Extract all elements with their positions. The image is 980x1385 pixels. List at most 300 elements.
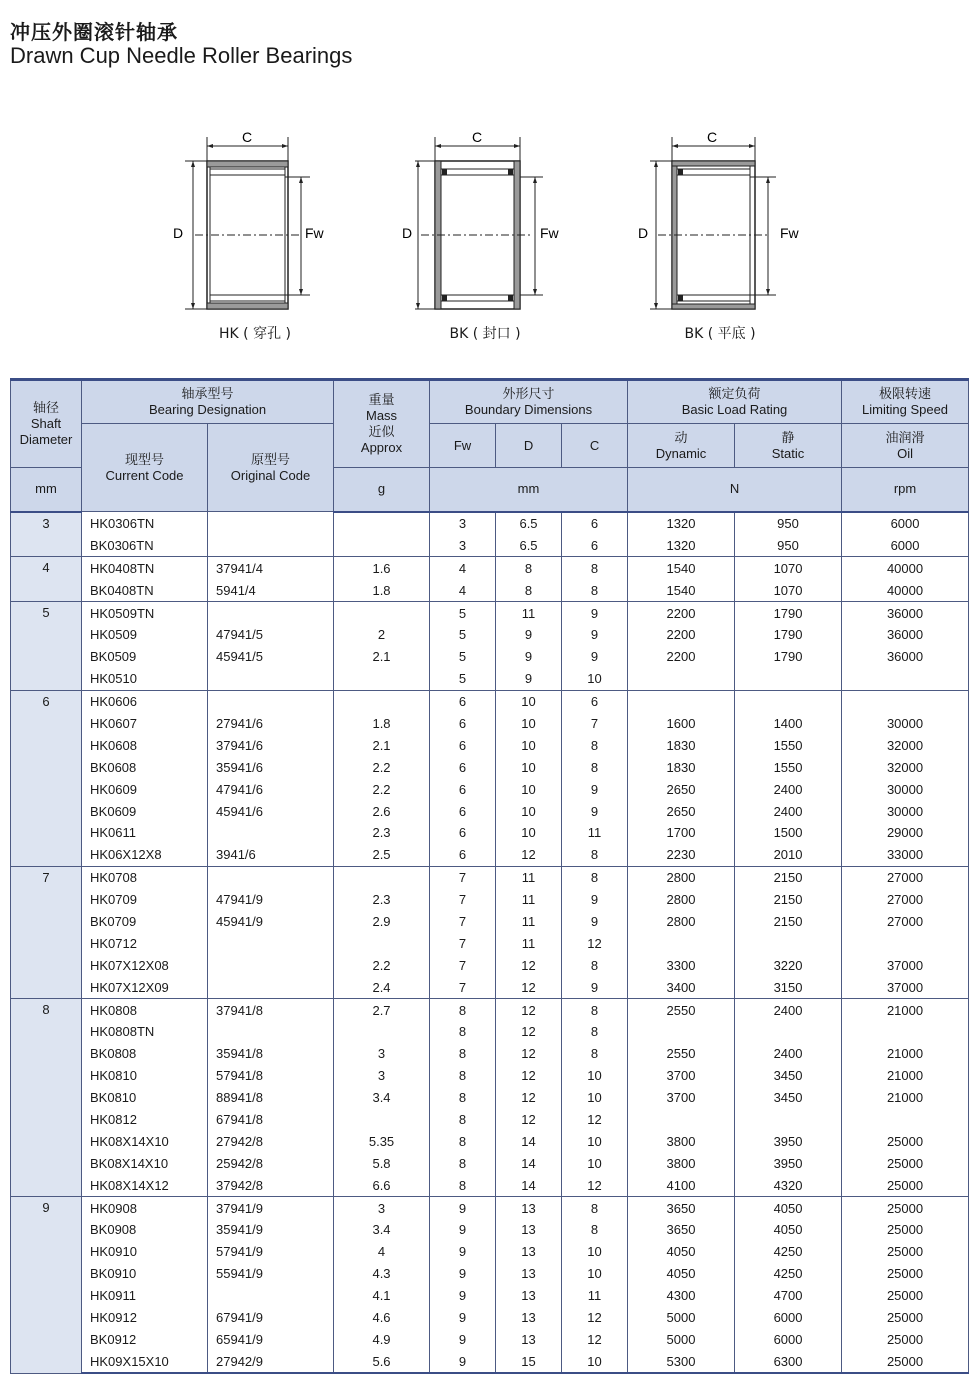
limiting-speed-cell: 25000 bbox=[842, 1152, 969, 1174]
d-cell: 13 bbox=[496, 1328, 562, 1350]
header-c: C bbox=[562, 424, 628, 468]
dim-fw-label: Fw bbox=[780, 225, 799, 241]
current-code-cell: BK0910 bbox=[82, 1263, 208, 1285]
dynamic-load-cell: 2550 bbox=[628, 1043, 735, 1065]
c-cell: 10 bbox=[562, 1087, 628, 1109]
fw-cell: 8 bbox=[430, 1043, 496, 1065]
static-load-cell: 2400 bbox=[735, 999, 842, 1021]
limiting-speed-cell: 27000 bbox=[842, 911, 969, 933]
d-cell: 10 bbox=[496, 822, 562, 844]
original-code-cell: 27942/8 bbox=[208, 1130, 334, 1152]
table-row bbox=[11, 1130, 969, 1152]
current-code-cell: BK0408TN bbox=[82, 579, 208, 601]
dynamic-load-cell: 1700 bbox=[628, 822, 735, 844]
shaft-diameter-cell: 6 bbox=[11, 690, 82, 866]
header-boundary-dimensions: 外形尺寸 Boundary Dimensions bbox=[430, 380, 628, 424]
mass-cell bbox=[334, 866, 430, 888]
limiting-speed-cell: 21000 bbox=[842, 1065, 969, 1087]
d-cell: 12 bbox=[496, 1109, 562, 1131]
c-cell: 9 bbox=[562, 889, 628, 911]
dim-c-label: C bbox=[241, 129, 253, 145]
fw-cell: 4 bbox=[430, 579, 496, 601]
dynamic-load-cell: 4050 bbox=[628, 1241, 735, 1263]
static-load-cell bbox=[735, 932, 842, 954]
d-cell: 12 bbox=[496, 844, 562, 866]
dynamic-load-cell: 1320 bbox=[628, 534, 735, 556]
dynamic-load-cell: 3800 bbox=[628, 1130, 735, 1152]
mass-cell: 3 bbox=[334, 1197, 430, 1219]
d-cell: 11 bbox=[496, 889, 562, 911]
fw-cell: 8 bbox=[430, 1174, 496, 1196]
fw-cell: 8 bbox=[430, 1021, 496, 1043]
c-cell: 6 bbox=[562, 534, 628, 556]
static-load-cell: 4250 bbox=[735, 1241, 842, 1263]
original-code-cell bbox=[208, 512, 334, 535]
static-load-cell: 2150 bbox=[735, 889, 842, 911]
c-cell: 8 bbox=[562, 1021, 628, 1043]
original-code-cell bbox=[208, 690, 334, 712]
shaft-diameter-cell: 4 bbox=[11, 557, 82, 602]
header-fw: Fw bbox=[430, 424, 496, 468]
c-cell: 12 bbox=[562, 932, 628, 954]
fw-cell: 9 bbox=[430, 1263, 496, 1285]
d-cell: 13 bbox=[496, 1307, 562, 1329]
limiting-speed-cell: 27000 bbox=[842, 889, 969, 911]
c-cell: 8 bbox=[562, 1043, 628, 1065]
d-cell: 15 bbox=[496, 1350, 562, 1373]
original-code-cell bbox=[208, 1285, 334, 1307]
mass-cell bbox=[334, 534, 430, 556]
dynamic-load-cell: 2200 bbox=[628, 602, 735, 624]
figure-caption: HK ( 穿孔 ) bbox=[219, 326, 291, 342]
dynamic-load-cell: 2230 bbox=[628, 844, 735, 866]
d-cell: 12 bbox=[496, 1087, 562, 1109]
dim-fw-label: Fw bbox=[540, 225, 559, 241]
fw-cell: 7 bbox=[430, 954, 496, 976]
unit-mm-dimensions: mm bbox=[430, 468, 628, 512]
table-row bbox=[11, 713, 969, 735]
limiting-speed-cell: 40000 bbox=[842, 579, 969, 601]
original-code-cell: 25942/8 bbox=[208, 1152, 334, 1174]
table-row bbox=[11, 534, 969, 556]
fw-cell: 9 bbox=[430, 1350, 496, 1373]
fw-cell: 3 bbox=[430, 512, 496, 535]
c-cell: 10 bbox=[562, 668, 628, 690]
mass-cell: 5.35 bbox=[334, 1130, 430, 1152]
d-cell: 12 bbox=[496, 1043, 562, 1065]
table-row bbox=[11, 911, 969, 933]
table-row bbox=[11, 624, 969, 646]
table-row bbox=[11, 1241, 969, 1263]
limiting-speed-cell: 33000 bbox=[842, 844, 969, 866]
mass-cell: 2.4 bbox=[334, 976, 430, 998]
original-code-cell: 35941/6 bbox=[208, 756, 334, 778]
mass-cell: 4.1 bbox=[334, 1285, 430, 1307]
fw-cell: 5 bbox=[430, 668, 496, 690]
static-load-cell: 1790 bbox=[735, 624, 842, 646]
static-load-cell: 6000 bbox=[735, 1328, 842, 1350]
dim-d-label: D bbox=[638, 225, 649, 241]
table-row bbox=[11, 1307, 969, 1329]
c-cell: 8 bbox=[562, 954, 628, 976]
original-code-cell: 88941/8 bbox=[208, 1087, 334, 1109]
original-code-cell bbox=[208, 534, 334, 556]
static-load-cell: 950 bbox=[735, 534, 842, 556]
d-cell: 14 bbox=[496, 1152, 562, 1174]
static-load-cell bbox=[735, 690, 842, 712]
original-code-cell bbox=[208, 668, 334, 690]
mass-cell: 2.7 bbox=[334, 999, 430, 1021]
static-load-cell: 3220 bbox=[735, 954, 842, 976]
c-cell: 8 bbox=[562, 734, 628, 756]
static-load-cell bbox=[735, 1021, 842, 1043]
static-load-cell: 2400 bbox=[735, 778, 842, 800]
c-cell: 11 bbox=[562, 822, 628, 844]
d-cell: 13 bbox=[496, 1285, 562, 1307]
fw-cell: 5 bbox=[430, 602, 496, 624]
current-code-cell: HK0708 bbox=[82, 866, 208, 888]
unit-n: N bbox=[628, 468, 842, 512]
mass-cell: 4 bbox=[334, 1241, 430, 1263]
static-load-cell: 950 bbox=[735, 512, 842, 535]
static-load-cell: 6300 bbox=[735, 1350, 842, 1373]
unit-rpm: rpm bbox=[842, 468, 969, 512]
mass-cell: 2.3 bbox=[334, 822, 430, 844]
fw-cell: 9 bbox=[430, 1307, 496, 1329]
dynamic-load-cell bbox=[628, 932, 735, 954]
mass-cell bbox=[334, 1109, 430, 1131]
header-original-code: 原型号 Original Code bbox=[208, 424, 334, 512]
table-row bbox=[11, 1219, 969, 1241]
static-load-cell: 2400 bbox=[735, 800, 842, 822]
header-shaft-diameter: 轴径 Shaft Diameter bbox=[11, 380, 82, 468]
dynamic-load-cell: 2200 bbox=[628, 624, 735, 646]
current-code-cell: HK0408TN bbox=[82, 557, 208, 579]
mass-cell bbox=[334, 690, 430, 712]
limiting-speed-cell: 25000 bbox=[842, 1241, 969, 1263]
dynamic-load-cell: 5000 bbox=[628, 1328, 735, 1350]
original-code-cell: 67941/9 bbox=[208, 1307, 334, 1329]
c-cell: 6 bbox=[562, 512, 628, 535]
static-load-cell: 3450 bbox=[735, 1065, 842, 1087]
c-cell: 7 bbox=[562, 713, 628, 735]
static-load-cell: 1790 bbox=[735, 646, 842, 668]
current-code-cell: HK0611 bbox=[82, 822, 208, 844]
original-code-cell: 55941/9 bbox=[208, 1263, 334, 1285]
mass-cell: 3 bbox=[334, 1043, 430, 1065]
d-cell: 9 bbox=[496, 624, 562, 646]
mass-cell: 2 bbox=[334, 624, 430, 646]
header-current-code: 现型号 Current Code bbox=[82, 424, 208, 512]
limiting-speed-cell: 30000 bbox=[842, 713, 969, 735]
table-row bbox=[11, 1285, 969, 1307]
static-load-cell: 1550 bbox=[735, 734, 842, 756]
fw-cell: 8 bbox=[430, 1065, 496, 1087]
table-row bbox=[11, 976, 969, 998]
c-cell: 8 bbox=[562, 756, 628, 778]
unit-g: g bbox=[334, 468, 430, 512]
c-cell: 8 bbox=[562, 844, 628, 866]
limiting-speed-cell: 21000 bbox=[842, 1087, 969, 1109]
limiting-speed-cell: 36000 bbox=[842, 624, 969, 646]
table-row bbox=[11, 668, 969, 690]
dynamic-load-cell: 3650 bbox=[628, 1219, 735, 1241]
shaft-diameter-cell: 3 bbox=[11, 512, 82, 557]
current-code-cell: BK0608 bbox=[82, 756, 208, 778]
current-code-cell: HK0509 bbox=[82, 624, 208, 646]
dynamic-load-cell: 3650 bbox=[628, 1197, 735, 1219]
c-cell: 10 bbox=[562, 1065, 628, 1087]
dynamic-load-cell: 1540 bbox=[628, 557, 735, 579]
original-code-cell: 47941/9 bbox=[208, 889, 334, 911]
dynamic-load-cell: 3300 bbox=[628, 954, 735, 976]
table-row bbox=[11, 602, 969, 624]
original-code-cell bbox=[208, 954, 334, 976]
current-code-cell: BK0509 bbox=[82, 646, 208, 668]
limiting-speed-cell: 32000 bbox=[842, 756, 969, 778]
dynamic-load-cell bbox=[628, 1109, 735, 1131]
original-code-cell bbox=[208, 932, 334, 954]
limiting-speed-cell bbox=[842, 1109, 969, 1131]
fw-cell: 9 bbox=[430, 1241, 496, 1263]
table-row bbox=[11, 1174, 969, 1196]
fw-cell: 6 bbox=[430, 713, 496, 735]
d-cell: 13 bbox=[496, 1219, 562, 1241]
d-cell: 9 bbox=[496, 668, 562, 690]
fw-cell: 3 bbox=[430, 534, 496, 556]
original-code-cell bbox=[208, 866, 334, 888]
mass-cell: 2.9 bbox=[334, 911, 430, 933]
current-code-cell: HK08X14X10 bbox=[82, 1130, 208, 1152]
dim-c-label: C bbox=[471, 129, 483, 145]
header-limiting-speed: 极限转速 Limiting Speed bbox=[842, 380, 969, 424]
d-cell: 10 bbox=[496, 778, 562, 800]
c-cell: 9 bbox=[562, 976, 628, 998]
fw-cell: 9 bbox=[430, 1197, 496, 1219]
mass-cell: 2.1 bbox=[334, 734, 430, 756]
limiting-speed-cell: 37000 bbox=[842, 954, 969, 976]
limiting-speed-cell: 25000 bbox=[842, 1350, 969, 1373]
dynamic-load-cell bbox=[628, 1021, 735, 1043]
original-code-cell: 35941/9 bbox=[208, 1219, 334, 1241]
fw-cell: 6 bbox=[430, 778, 496, 800]
table-row bbox=[11, 756, 969, 778]
limiting-speed-cell bbox=[842, 1021, 969, 1043]
original-code-cell bbox=[208, 1021, 334, 1043]
current-code-cell: HK0608 bbox=[82, 734, 208, 756]
table-row bbox=[11, 1152, 969, 1174]
fw-cell: 7 bbox=[430, 889, 496, 911]
current-code-cell: HK0606 bbox=[82, 690, 208, 712]
limiting-speed-cell: 21000 bbox=[842, 1043, 969, 1065]
d-cell: 11 bbox=[496, 932, 562, 954]
c-cell: 8 bbox=[562, 579, 628, 601]
fw-cell: 7 bbox=[430, 932, 496, 954]
dynamic-load-cell: 1830 bbox=[628, 756, 735, 778]
table-row bbox=[11, 999, 969, 1021]
table-row bbox=[11, 1065, 969, 1087]
static-load-cell: 2010 bbox=[735, 844, 842, 866]
figure-caption: BK ( 封口 ) bbox=[449, 326, 521, 342]
shaft-diameter-cell: 9 bbox=[11, 1197, 82, 1374]
fw-cell: 5 bbox=[430, 624, 496, 646]
static-load-cell: 2150 bbox=[735, 866, 842, 888]
current-code-cell: BK0908 bbox=[82, 1219, 208, 1241]
limiting-speed-cell: 25000 bbox=[842, 1285, 969, 1307]
dynamic-load-cell: 5300 bbox=[628, 1350, 735, 1373]
figure-hk-open bbox=[155, 125, 355, 345]
mass-cell: 2.1 bbox=[334, 646, 430, 668]
original-code-cell: 37941/9 bbox=[208, 1197, 334, 1219]
mass-cell: 1.8 bbox=[334, 713, 430, 735]
static-load-cell: 6000 bbox=[735, 1307, 842, 1329]
d-cell: 13 bbox=[496, 1263, 562, 1285]
c-cell: 9 bbox=[562, 911, 628, 933]
current-code-cell: BK0808 bbox=[82, 1043, 208, 1065]
limiting-speed-cell: 32000 bbox=[842, 734, 969, 756]
c-cell: 12 bbox=[562, 1174, 628, 1196]
static-load-cell: 1550 bbox=[735, 756, 842, 778]
table-row bbox=[11, 579, 969, 601]
c-cell: 10 bbox=[562, 1152, 628, 1174]
d-cell: 14 bbox=[496, 1130, 562, 1152]
mass-cell: 3 bbox=[334, 1065, 430, 1087]
mass-cell: 5.8 bbox=[334, 1152, 430, 1174]
mass-cell: 4.3 bbox=[334, 1263, 430, 1285]
current-code-cell: BK0709 bbox=[82, 911, 208, 933]
d-cell: 11 bbox=[496, 911, 562, 933]
current-code-cell: HK0912 bbox=[82, 1307, 208, 1329]
dynamic-load-cell: 2650 bbox=[628, 800, 735, 822]
limiting-speed-cell: 21000 bbox=[842, 999, 969, 1021]
c-cell: 8 bbox=[562, 999, 628, 1021]
header-d: D bbox=[496, 424, 562, 468]
c-cell: 10 bbox=[562, 1350, 628, 1373]
fw-cell: 6 bbox=[430, 756, 496, 778]
limiting-speed-cell: 30000 bbox=[842, 800, 969, 822]
static-load-cell: 3150 bbox=[735, 976, 842, 998]
original-code-cell: 37942/8 bbox=[208, 1174, 334, 1196]
static-load-cell: 4050 bbox=[735, 1219, 842, 1241]
figure-bk-flat bbox=[620, 125, 820, 345]
d-cell: 6.5 bbox=[496, 512, 562, 535]
header-dynamic: 动 Dynamic bbox=[628, 424, 735, 468]
mass-cell: 2.2 bbox=[334, 756, 430, 778]
mass-cell: 4.9 bbox=[334, 1328, 430, 1350]
table-row bbox=[11, 932, 969, 954]
table-row bbox=[11, 1043, 969, 1065]
table-row bbox=[11, 1328, 969, 1350]
fw-cell: 6 bbox=[430, 734, 496, 756]
d-cell: 10 bbox=[496, 690, 562, 712]
limiting-speed-cell bbox=[842, 932, 969, 954]
original-code-cell: 67941/8 bbox=[208, 1109, 334, 1131]
original-code-cell: 45941/6 bbox=[208, 800, 334, 822]
dynamic-load-cell: 4050 bbox=[628, 1263, 735, 1285]
current-code-cell: HK0908 bbox=[82, 1197, 208, 1219]
static-load-cell: 1070 bbox=[735, 557, 842, 579]
current-code-cell: HK0911 bbox=[82, 1285, 208, 1307]
c-cell: 8 bbox=[562, 866, 628, 888]
fw-cell: 6 bbox=[430, 800, 496, 822]
table-row bbox=[11, 1197, 969, 1219]
table-row bbox=[11, 800, 969, 822]
table-row bbox=[11, 954, 969, 976]
d-cell: 9 bbox=[496, 646, 562, 668]
current-code-cell: HK08X14X12 bbox=[82, 1174, 208, 1196]
d-cell: 12 bbox=[496, 954, 562, 976]
unit-mm: mm bbox=[11, 468, 82, 512]
static-load-cell: 3450 bbox=[735, 1087, 842, 1109]
static-load-cell bbox=[735, 1109, 842, 1131]
current-code-cell: HK0510 bbox=[82, 668, 208, 690]
static-load-cell: 4050 bbox=[735, 1197, 842, 1219]
header-basic-load-rating: 额定负荷 Basic Load Rating bbox=[628, 380, 842, 424]
c-cell: 9 bbox=[562, 602, 628, 624]
current-code-cell: BK0609 bbox=[82, 800, 208, 822]
d-cell: 12 bbox=[496, 1065, 562, 1087]
dynamic-load-cell bbox=[628, 668, 735, 690]
current-code-cell: HK07X12X09 bbox=[82, 976, 208, 998]
d-cell: 6.5 bbox=[496, 534, 562, 556]
mass-cell: 2.3 bbox=[334, 889, 430, 911]
c-cell: 9 bbox=[562, 800, 628, 822]
fw-cell: 6 bbox=[430, 844, 496, 866]
limiting-speed-cell: 25000 bbox=[842, 1174, 969, 1196]
dynamic-load-cell: 4300 bbox=[628, 1285, 735, 1307]
current-code-cell: HK09X15X10 bbox=[82, 1350, 208, 1373]
fw-cell: 8 bbox=[430, 999, 496, 1021]
current-code-cell: HK0607 bbox=[82, 713, 208, 735]
limiting-speed-cell bbox=[842, 690, 969, 712]
header-static: 静 Static bbox=[735, 424, 842, 468]
static-load-cell: 1070 bbox=[735, 579, 842, 601]
static-load-cell: 2400 bbox=[735, 1043, 842, 1065]
d-cell: 10 bbox=[496, 756, 562, 778]
mass-cell bbox=[334, 1021, 430, 1043]
d-cell: 10 bbox=[496, 800, 562, 822]
table-row bbox=[11, 1021, 969, 1043]
dynamic-load-cell: 2800 bbox=[628, 889, 735, 911]
mass-cell bbox=[334, 932, 430, 954]
d-cell: 12 bbox=[496, 1021, 562, 1043]
table-row bbox=[11, 889, 969, 911]
limiting-speed-cell: 25000 bbox=[842, 1219, 969, 1241]
limiting-speed-cell: 36000 bbox=[842, 646, 969, 668]
c-cell: 6 bbox=[562, 690, 628, 712]
dynamic-load-cell: 3700 bbox=[628, 1065, 735, 1087]
static-load-cell: 3950 bbox=[735, 1152, 842, 1174]
shaft-diameter-cell: 7 bbox=[11, 866, 82, 998]
page-title-cn: 冲压外圈滚针轴承 bbox=[10, 20, 178, 44]
mass-cell: 6.6 bbox=[334, 1174, 430, 1196]
c-cell: 12 bbox=[562, 1307, 628, 1329]
mass-cell: 2.2 bbox=[334, 778, 430, 800]
original-code-cell: 35941/8 bbox=[208, 1043, 334, 1065]
current-code-cell: HK0712 bbox=[82, 932, 208, 954]
mass-cell: 3.4 bbox=[334, 1219, 430, 1241]
original-code-cell: 47941/5 bbox=[208, 624, 334, 646]
table-row bbox=[11, 866, 969, 888]
c-cell: 9 bbox=[562, 624, 628, 646]
original-code-cell: 57941/9 bbox=[208, 1241, 334, 1263]
limiting-speed-cell: 29000 bbox=[842, 822, 969, 844]
static-load-cell: 1400 bbox=[735, 713, 842, 735]
static-load-cell: 4250 bbox=[735, 1263, 842, 1285]
static-load-cell: 4700 bbox=[735, 1285, 842, 1307]
d-cell: 12 bbox=[496, 976, 562, 998]
c-cell: 9 bbox=[562, 778, 628, 800]
